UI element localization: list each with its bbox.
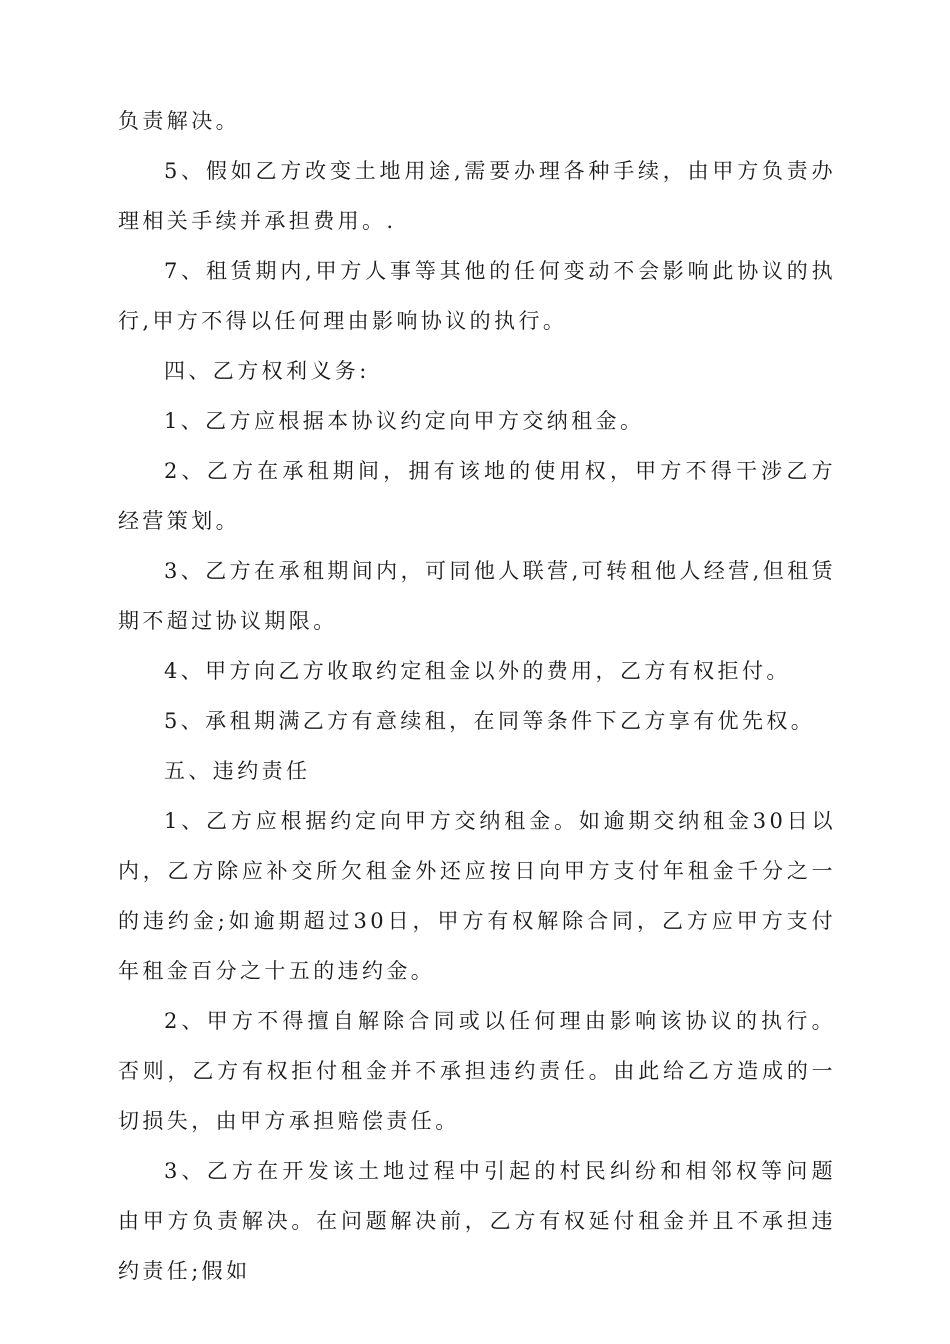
paragraph-clause-b4-extra-fees: 4、甲方向乙方收取约定租金以外的费用，乙方有权拒付。 [164,659,791,683]
paragraph-clause-c2-termination: 2、甲方不得擅自解除合同或以任何理由影响该协议的执行。否则，乙方有权拒付租金并不承担违约责任。由此给乙方造成的一切损失，由甲方承担赔偿责任。 [118,1009,836,1133]
paragraph-clause-b5-renewal: 5、承租期满乙方有意续租，在同等条件下乙方享有优先权。 [164,709,816,733]
paragraph-clause-c3-disputes: 3、乙方在开发该土地过程中引起的村民纠纷和相邻权等问题由甲方负责解决。在问题解决前，乙方有权延付租金并且不承担违约责任;假如 [118,1159,836,1283]
section-heading-breach-liability: 五、违约责任 [164,759,311,783]
paragraph-clause-7-lease-term: 7、租赁期内,甲方人事等其他的任何变动不会影响此协议的执行,甲方不得以任何理由影响协议的执行。 [118,259,836,333]
paragraph-clause-c1-late-rent: 1、乙方应根据约定向甲方交纳租金。如逾期交纳租金30日以内，乙方除应补交所欠租金外还应按日向甲方支付年租金千分之一的违约金;如逾期超过30日，甲方有权解除合同，乙方应甲方支付年租金百分之十五的违约金。 [118,809,836,983]
paragraph-clause-b3-sublease: 3、乙方在承租期间内，可同他人联营,可转租他人经营,但租赁期不超过协议期限。 [118,559,836,633]
section-heading-party-b-rights: 四、乙方权利义务: [164,359,370,383]
document-body [118,96,836,1296]
paragraph-continuation: 负责解决。 [118,109,240,133]
paragraph-clause-b2-use-right: 2、乙方在承租期间，拥有该地的使用权，甲方不得干涉乙方经营策划。 [118,459,836,533]
paragraph-clause-5-land-use: 5、假如乙方改变土地用途,需要办理各种手续，由甲方负责办理相关手续并承担费用。. [118,159,836,233]
paragraph-clause-b1-rent: 1、乙方应根据本协议约定向甲方交纳租金。 [164,409,645,433]
